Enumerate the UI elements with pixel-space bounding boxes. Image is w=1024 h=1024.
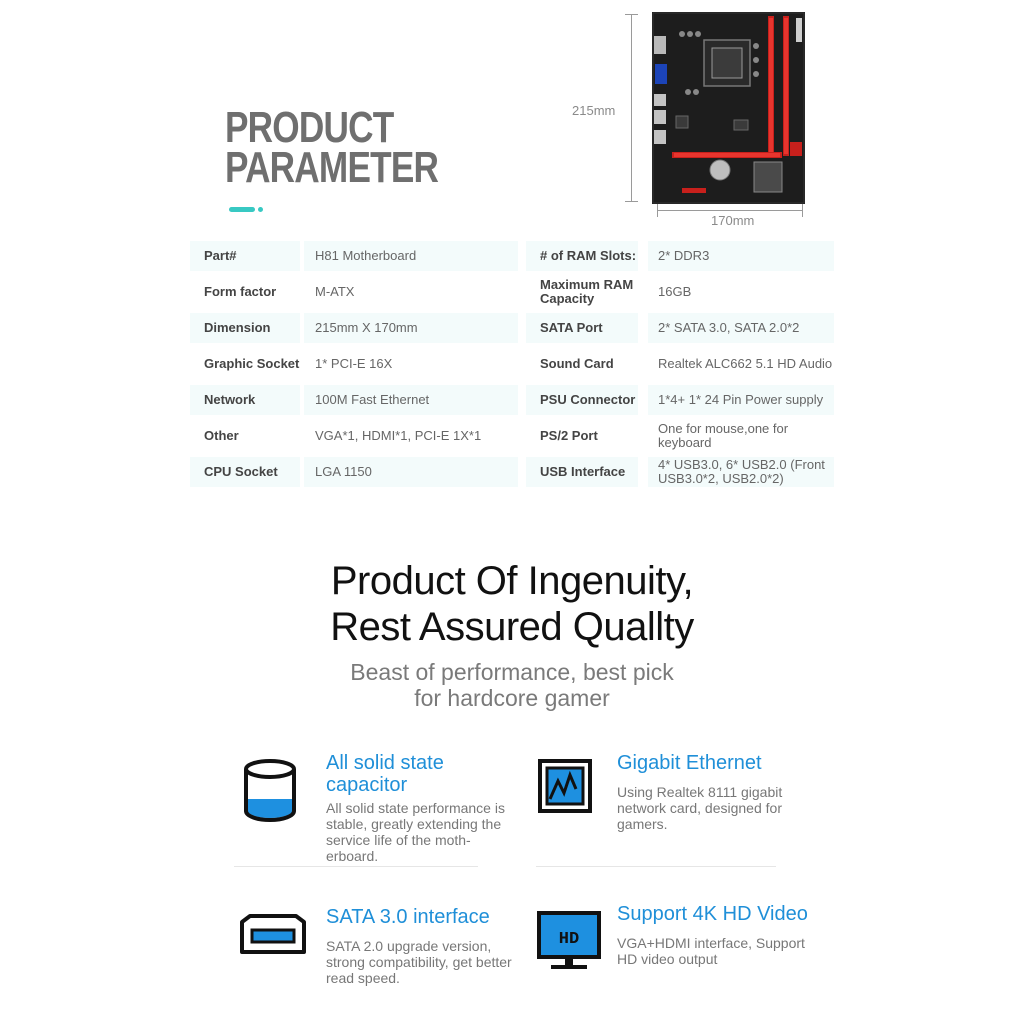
capacitor-icon — [240, 757, 300, 825]
feature-title-ethernet: Gigabit Ethernet — [617, 752, 762, 774]
spec-label: Network — [204, 392, 256, 407]
motherboard-image — [652, 12, 805, 204]
spec-value: 2* SATA 3.0, SATA 2.0*2 — [658, 320, 800, 335]
feature-title-sata: SATA 3.0 interface — [326, 906, 490, 928]
spec-label: PSU Connector — [540, 392, 636, 407]
feature-desc-sata: SATA 2.0 upgrade version, strong compatibility, get better read speed. — [326, 938, 512, 986]
slogan-line-1: Product Of Ingenuity, — [330, 559, 694, 603]
accent-dot — [258, 207, 263, 212]
spec-value: 4* USB3.0, 6* USB2.0 (Front USB3.0*2, USB2.0*2) — [658, 457, 825, 486]
feature-title-hd-video: Support 4K HD Video — [617, 903, 808, 925]
spec-value: 100M Fast Ethernet — [315, 392, 430, 407]
hd-monitor-icon — [536, 910, 602, 972]
spec-label: # of RAM Slots: — [540, 248, 637, 263]
spec-value: 1* PCI-E 16X — [315, 356, 393, 371]
spec-value: VGA*1, HDMI*1, PCI-E 1X*1 — [315, 428, 482, 443]
spec-label: Graphic Socket — [204, 356, 300, 371]
title-line-1: PRODUCT — [225, 103, 394, 152]
sata-icon — [238, 912, 308, 956]
spec-value: M-ATX — [315, 284, 355, 299]
spec-value: 1*4+ 1* 24 Pin Power supply — [658, 392, 824, 407]
feature-desc-ethernet: Using Realtek 8111 gigabit network card, designed for gamers. — [617, 784, 783, 832]
subtitle-line-2: for hardcore gamer — [414, 685, 610, 711]
spec-label: USB Interface — [540, 464, 626, 479]
width-dimension-cap — [657, 204, 658, 217]
slogan-line-2: Rest Assured Quallty — [330, 605, 694, 649]
page-title — [225, 103, 439, 192]
height-label: 215mm — [572, 103, 616, 118]
spec-value: 215mm X 170mm — [315, 320, 418, 335]
divider — [536, 866, 776, 867]
width-dimension-line — [657, 210, 803, 211]
spec-label: Maximum RAM Capacity — [540, 277, 634, 306]
spec-label: Dimension — [204, 320, 271, 335]
spec-label: Other — [204, 428, 239, 443]
spec-value: 16GB — [658, 284, 692, 299]
height-dimension-cap — [625, 201, 638, 202]
feature-desc-capacitor: All solid state performance is stable, greatly extending the service life of the moth-erboard. — [326, 800, 505, 864]
spec-value: One for mouse,one for keyboard — [658, 421, 789, 450]
width-dimension-cap — [802, 204, 803, 217]
spec-value: 2* DDR3 — [658, 248, 710, 263]
spec-label: SATA Port — [540, 320, 603, 335]
height-dimension-line — [631, 14, 632, 202]
spec-label: CPU Socket — [204, 464, 278, 479]
divider — [234, 866, 478, 867]
width-label: 170mm — [711, 213, 755, 228]
ethernet-icon — [538, 759, 592, 813]
spec-label: Part# — [204, 248, 237, 263]
hd-icon-text: HD — [558, 930, 580, 949]
spec-value: Realtek ALC662 5.1 HD Audio — [658, 356, 833, 371]
spec-label: PS/2 Port — [540, 428, 598, 443]
spec-value: H81 Motherboard — [315, 248, 417, 263]
feature-title-capacitor: All solid state capacitor — [326, 752, 444, 796]
accent-bar — [229, 207, 255, 212]
feature-desc-hd-video: VGA+HDMI interface, Support HD video output — [617, 935, 805, 967]
height-dimension-cap — [625, 14, 638, 15]
spec-label: Form factor — [204, 284, 277, 299]
spec-value: LGA 1150 — [315, 464, 372, 479]
spec-label: Sound Card — [540, 356, 614, 371]
subtitle-line-1: Beast of performance, best pick — [350, 659, 674, 685]
title-line-2: PARAMETER — [225, 143, 439, 192]
